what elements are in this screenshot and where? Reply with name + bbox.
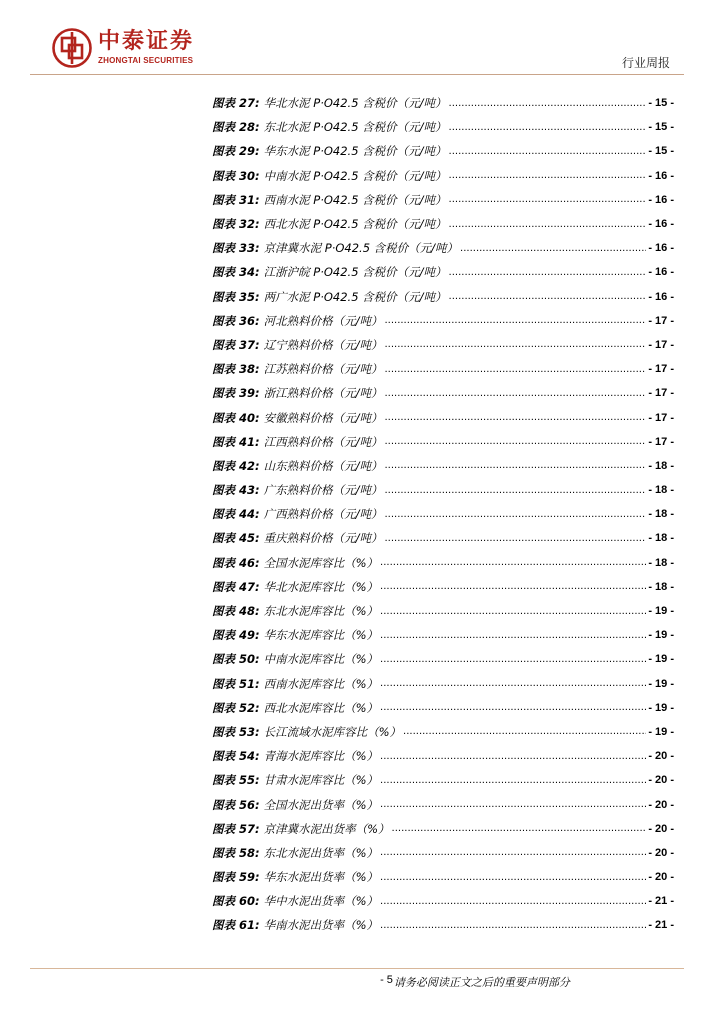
page-header xyxy=(0,0,724,80)
toc-dot-leader xyxy=(449,194,647,205)
toc-dot-leader xyxy=(449,219,647,230)
toc-entry-title: 甘肃水泥库容比（%） xyxy=(263,773,379,788)
toc-entry-page: - 18 - xyxy=(648,556,674,569)
toc-entry[interactable] xyxy=(212,164,674,188)
toc-entry[interactable] xyxy=(212,720,674,744)
toc-entry-label: 图表 33: xyxy=(212,241,260,256)
toc-dot-leader xyxy=(380,847,646,858)
toc-entry[interactable] xyxy=(212,357,674,381)
toc-entry-label: 图表 45: xyxy=(212,531,260,546)
toc-entry-label: 图表 36: xyxy=(212,313,260,328)
toc-dot-leader xyxy=(384,339,646,350)
toc-dot-leader xyxy=(380,896,646,907)
toc-entry-label: 图表 57: xyxy=(212,821,260,836)
toc-dot-leader xyxy=(380,557,646,568)
toc-entry-title: 华东水泥库容比（%） xyxy=(263,628,379,643)
toc-entry[interactable] xyxy=(212,768,674,792)
toc-entry[interactable] xyxy=(212,333,674,357)
toc-dot-leader xyxy=(403,726,646,737)
toc-entry-label: 图表 43: xyxy=(212,483,260,498)
toc-entry-page: - 17 - xyxy=(648,411,674,424)
toc-entry[interactable] xyxy=(212,430,674,454)
toc-entry-page: - 18 - xyxy=(648,532,674,545)
toc-entry-label: 图表 44: xyxy=(212,507,260,522)
toc-dot-leader xyxy=(380,751,646,762)
toc-entry-label: 图表 60: xyxy=(212,894,260,909)
toc-entry-page: - 19 - xyxy=(648,653,674,666)
toc-entry-title: 华南水泥出货率（%） xyxy=(263,918,379,933)
toc-entry[interactable] xyxy=(212,454,674,478)
toc-entry[interactable] xyxy=(212,502,674,526)
toc-dot-leader xyxy=(460,243,646,254)
toc-dot-leader xyxy=(384,315,646,326)
toc-entry-page: - 18 - xyxy=(648,459,674,472)
toc-entry-title: 长江流域水泥库容比（%） xyxy=(263,724,402,739)
toc-entry-label: 图表 34: xyxy=(212,265,260,280)
toc-entry-title: 广西熟料价格（元/吨） xyxy=(263,507,383,522)
toc-entry[interactable] xyxy=(212,139,674,163)
logo-text xyxy=(98,30,194,66)
toc-entry-page: - 16 - xyxy=(648,242,674,255)
toc-entry-label: 图表 41: xyxy=(212,434,260,449)
toc-entry-title: 两广水泥 P·O42.5 含税价（元/吨） xyxy=(263,289,447,304)
toc-entry-label: 图表 49: xyxy=(212,628,260,643)
toc-dot-leader xyxy=(384,509,646,520)
toc-entry-page: - 21 - xyxy=(648,895,674,908)
toc-entry-label: 图表 48: xyxy=(212,604,260,619)
toc-entry-label: 图表 38: xyxy=(212,362,260,377)
toc-entry[interactable] xyxy=(212,696,674,720)
toc-entry-title: 中南水泥库容比（%） xyxy=(263,652,379,667)
toc-entry-title: 全国水泥出货率（%） xyxy=(263,797,379,812)
toc-entry-page: - 18 - xyxy=(648,580,674,593)
toc-entry-page: - 17 - xyxy=(648,363,674,376)
toc-entry-page: - 18 - xyxy=(648,508,674,521)
toc-entry[interactable] xyxy=(212,913,674,937)
toc-entry[interactable] xyxy=(212,672,674,696)
toc-entry-title: 广东熟料价格（元/吨） xyxy=(263,483,383,498)
toc-dot-leader xyxy=(449,291,647,302)
toc-entry-label: 图表 35: xyxy=(212,289,260,304)
toc-entry-label: 图表 40: xyxy=(212,410,260,425)
toc-dot-leader xyxy=(380,920,646,931)
toc-dot-leader xyxy=(380,775,646,786)
company-logo xyxy=(52,26,194,70)
toc-entry-title: 全国水泥库容比（%） xyxy=(263,555,379,570)
toc-entry-page: - 19 - xyxy=(648,605,674,618)
toc-entry[interactable] xyxy=(212,381,674,405)
toc-dot-leader xyxy=(380,872,646,883)
toc-entry-title: 西南水泥 P·O42.5 含税价（元/吨） xyxy=(263,192,447,207)
toc-dot-leader xyxy=(380,678,646,689)
toc-entry-label: 图表 39: xyxy=(212,386,260,401)
toc-dot-leader xyxy=(380,702,646,713)
toc-entry-page: - 20 - xyxy=(648,871,674,884)
toc-dot-leader xyxy=(392,823,647,834)
toc-entry[interactable] xyxy=(212,623,674,647)
toc-entry-title: 中南水泥 P·O42.5 含税价（元/吨） xyxy=(263,168,447,183)
toc-entry-label: 图表 55: xyxy=(212,773,260,788)
toc-entry-title: 京津冀水泥出货率（%） xyxy=(263,821,390,836)
toc-entry-page: - 16 - xyxy=(648,266,674,279)
toc-entry[interactable] xyxy=(212,647,674,671)
footer-divider xyxy=(30,968,684,969)
toc-entry-page: - 19 - xyxy=(648,677,674,690)
page-footer xyxy=(0,974,724,990)
toc-entry-title: 京津冀水泥 P·O42.5 含税价（元/吨） xyxy=(263,241,459,256)
toc-entry-page: - 16 - xyxy=(648,290,674,303)
toc-dot-leader xyxy=(384,485,646,496)
toc-entry-label: 图表 27: xyxy=(212,96,260,111)
toc-entry-page: - 20 - xyxy=(648,750,674,763)
toc-entry-page: - 16 - xyxy=(648,193,674,206)
toc-dot-leader xyxy=(384,364,646,375)
toc-entry-label: 图表 30: xyxy=(212,168,260,183)
toc-entry[interactable] xyxy=(212,260,674,284)
toc-entry-label: 图表 47: xyxy=(212,579,260,594)
toc-dot-leader xyxy=(380,581,646,592)
toc-entry-page: - 17 - xyxy=(648,435,674,448)
toc-entry[interactable] xyxy=(212,285,674,309)
toc-entry-title: 华东水泥出货率（%） xyxy=(263,870,379,885)
toc-entry-label: 图表 42: xyxy=(212,458,260,473)
toc-dot-leader xyxy=(384,412,646,423)
footer-disclaimer-note: 请务必阅读正文之后的重要声明部分 xyxy=(393,976,570,989)
toc-entry-title: 西北水泥库容比（%） xyxy=(263,700,379,715)
toc-entry-page: - 16 - xyxy=(648,169,674,182)
toc-entry[interactable] xyxy=(212,309,674,333)
toc-dot-leader xyxy=(380,606,646,617)
toc-entry[interactable] xyxy=(212,841,674,865)
toc-dot-leader xyxy=(384,388,646,399)
toc-dot-leader xyxy=(449,146,647,157)
toc-entry-label: 图表 61: xyxy=(212,918,260,933)
toc-entry-title: 河北熟料价格（元/吨） xyxy=(263,313,383,328)
toc-entry-label: 图表 29: xyxy=(212,144,260,159)
logo-chinese-name: 中泰证券 xyxy=(98,29,195,54)
toc-entry-page: - 20 - xyxy=(648,846,674,859)
toc-entry-title: 山东熟料价格（元/吨） xyxy=(263,458,383,473)
toc-dot-leader xyxy=(449,122,647,133)
toc-dot-leader xyxy=(449,170,647,181)
toc-entry-page: - 19 - xyxy=(648,725,674,738)
toc-entry-label: 图表 28: xyxy=(212,120,260,135)
zhongtai-logo-icon xyxy=(52,28,92,68)
toc-entry-title: 重庆熟料价格（元/吨） xyxy=(263,531,383,546)
toc-entry-title: 辽宁熟料价格（元/吨） xyxy=(263,337,383,352)
toc-dot-leader xyxy=(380,799,646,810)
toc-entry[interactable] xyxy=(212,865,674,889)
toc-entry-label: 图表 53: xyxy=(212,724,260,739)
toc-entry-label: 图表 52: xyxy=(212,700,260,715)
toc-entry-title: 华北水泥库容比（%） xyxy=(263,579,379,594)
toc-entry-title: 安徽熟料价格（元/吨） xyxy=(263,410,383,425)
toc-entry-title: 江苏熟料价格（元/吨） xyxy=(263,362,383,377)
toc-dot-leader xyxy=(380,630,646,641)
toc-entry-label: 图表 56: xyxy=(212,797,260,812)
toc-entry[interactable] xyxy=(212,188,674,212)
toc-entry-label: 图表 51: xyxy=(212,676,260,691)
toc-entry-page: - 21 - xyxy=(648,919,674,932)
toc-entry-page: - 18 - xyxy=(648,484,674,497)
toc-dot-leader xyxy=(380,654,646,665)
toc-entry-label: 图表 50: xyxy=(212,652,260,667)
toc-entry-page: - 15 - xyxy=(648,145,674,158)
toc-entry-title: 西南水泥库容比（%） xyxy=(263,676,379,691)
footer-page-number: - 5 xyxy=(380,974,393,986)
toc-entry-label: 图表 37: xyxy=(212,337,260,352)
toc-entry[interactable] xyxy=(212,889,674,913)
toc-entry-title: 西北水泥 P·O42.5 含税价（元/吨） xyxy=(263,217,447,232)
toc-entry-label: 图表 46: xyxy=(212,555,260,570)
header-divider xyxy=(30,74,684,75)
toc-entry-title: 华中水泥出货率（%） xyxy=(263,894,379,909)
toc-entry-title: 东北水泥出货率（%） xyxy=(263,845,379,860)
toc-entry-title: 华东水泥 P·O42.5 含税价（元/吨） xyxy=(263,144,447,159)
toc-entry[interactable] xyxy=(212,236,674,260)
toc-entry-label: 图表 54: xyxy=(212,749,260,764)
toc-dot-leader xyxy=(449,267,647,278)
toc-entry-page: - 17 - xyxy=(648,387,674,400)
report-type-label: 行业周报 xyxy=(621,56,670,70)
toc-entry-label: 图表 32: xyxy=(212,217,260,232)
toc-entry[interactable] xyxy=(212,405,674,429)
toc-entry-title: 东北水泥库容比（%） xyxy=(263,604,379,619)
toc-entry-label: 图表 58: xyxy=(212,845,260,860)
toc-entry[interactable] xyxy=(212,575,674,599)
toc-entry[interactable] xyxy=(212,478,674,502)
toc-entry[interactable] xyxy=(212,91,674,115)
toc-entry[interactable] xyxy=(212,212,674,236)
toc-entry-title: 浙江熟料价格（元/吨） xyxy=(263,386,383,401)
toc-entry[interactable] xyxy=(212,599,674,623)
toc-entry-title: 江浙沪皖 P·O42.5 含税价（元/吨） xyxy=(263,265,447,280)
toc-entry-title: 青海水泥库容比（%） xyxy=(263,749,379,764)
toc-entry-title: 东北水泥 P·O42.5 含税价（元/吨） xyxy=(263,120,447,135)
toc-dot-leader xyxy=(384,436,646,447)
toc-entry-page: - 19 - xyxy=(648,701,674,714)
logo-english-name: ZHONGTAI SECURITIES xyxy=(98,56,194,65)
toc-entry-label: 图表 31: xyxy=(212,192,260,207)
toc-dot-leader xyxy=(384,533,646,544)
toc-entry[interactable] xyxy=(212,526,674,550)
toc-entry-title: 华北水泥 P·O42.5 含税价（元/吨） xyxy=(263,96,447,111)
toc-entry-page: - 17 - xyxy=(648,338,674,351)
toc-entry[interactable] xyxy=(212,115,674,139)
toc-entry[interactable] xyxy=(212,817,674,841)
toc-entry[interactable] xyxy=(212,792,674,816)
toc-entry-page: - 16 - xyxy=(648,218,674,231)
toc-entry-page: - 20 - xyxy=(648,822,674,835)
toc-entry-page: - 15 - xyxy=(648,121,674,134)
toc-entry-page: - 17 - xyxy=(648,314,674,327)
toc-entry-page: - 19 - xyxy=(648,629,674,642)
toc-entry-title: 江西熟料价格（元/吨） xyxy=(263,434,383,449)
toc-entry-page: - 15 - xyxy=(648,97,674,110)
table-of-figures xyxy=(212,91,674,938)
toc-entry-page: - 20 - xyxy=(648,774,674,787)
toc-dot-leader xyxy=(449,98,647,109)
toc-entry[interactable] xyxy=(212,551,674,575)
toc-entry-label: 图表 59: xyxy=(212,870,260,885)
toc-entry[interactable] xyxy=(212,744,674,768)
toc-entry-page: - 20 - xyxy=(648,798,674,811)
toc-dot-leader xyxy=(384,460,646,471)
